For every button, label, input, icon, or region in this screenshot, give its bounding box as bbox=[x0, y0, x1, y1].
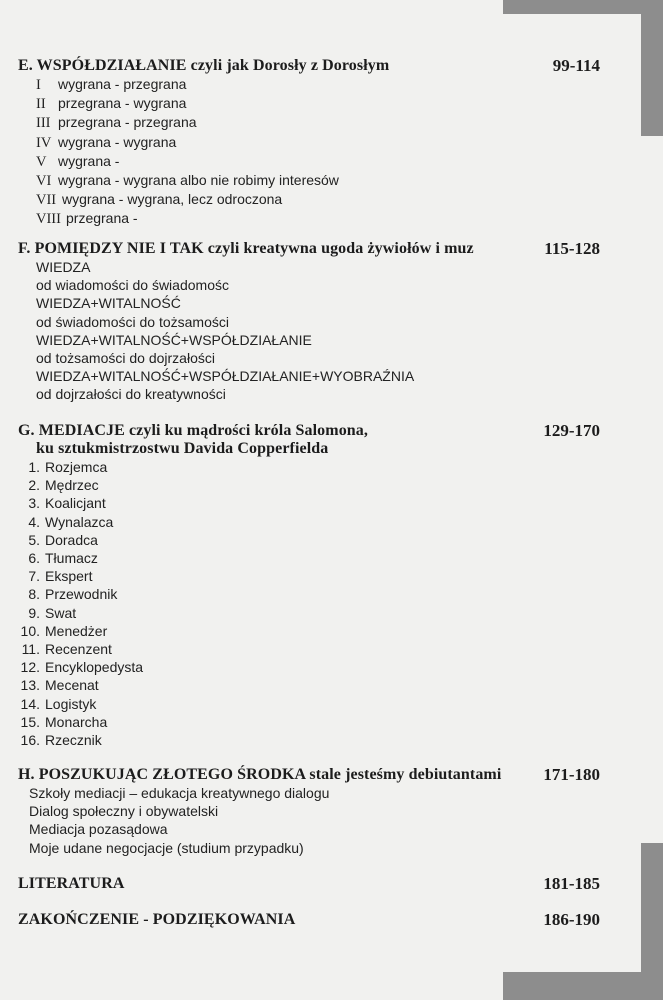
toc-section-f bbox=[18, 240, 600, 404]
section-heading bbox=[18, 240, 600, 258]
toc-section-zakonczenie bbox=[18, 911, 600, 929]
list-item: V wygrana - bbox=[36, 152, 120, 170]
list-item: Mediacja pozasądowa bbox=[29, 821, 168, 838]
list-item: IV wygrana - wygrana bbox=[36, 133, 177, 151]
section-title: LITERATURA bbox=[18, 875, 125, 892]
section-heading bbox=[18, 766, 600, 784]
list-item: 4. Wynalazca bbox=[28, 513, 114, 530]
list-item: 15. Monarcha bbox=[20, 713, 108, 730]
list-item: 3. Koalicjant bbox=[28, 495, 106, 512]
toc-section-h bbox=[18, 766, 600, 857]
page-range: 115-128 bbox=[544, 239, 600, 258]
list-item: 2. Mędrzec bbox=[28, 477, 99, 494]
list-item: 1. Rozjemca bbox=[28, 459, 108, 475]
list-item: 16. Rzecznik bbox=[20, 732, 102, 749]
section-items bbox=[18, 458, 600, 749]
page-range: 171-180 bbox=[543, 765, 600, 784]
toc-section-g bbox=[18, 422, 600, 749]
list-item: 9. Swat bbox=[28, 604, 77, 621]
list-item: WIEDZA bbox=[36, 259, 91, 275]
list-item: 7. Ekspert bbox=[28, 568, 93, 585]
list-item: 6. Tłumacz bbox=[28, 550, 98, 567]
page-edge-bottom bbox=[503, 972, 663, 1000]
list-item: VIII przegrana - bbox=[36, 210, 138, 228]
list-item: III przegrana - przegrana bbox=[36, 114, 197, 132]
section-items bbox=[18, 75, 600, 229]
list-item: 5. Doradca bbox=[28, 531, 98, 548]
page-edge-top bbox=[503, 0, 663, 14]
list-item: 8. Przewodnik bbox=[28, 586, 118, 603]
list-item: I wygrana - przegrana bbox=[36, 76, 187, 93]
toc-section-e bbox=[18, 57, 600, 229]
section-heading bbox=[18, 875, 600, 893]
section-items bbox=[18, 784, 600, 857]
list-item: VI wygrana - wygrana albo nie robimy interesów bbox=[36, 172, 339, 190]
list-item: od wiadomości do świadomośc bbox=[36, 277, 229, 294]
list-item: 11. Recenzent bbox=[21, 641, 112, 658]
section-heading bbox=[18, 57, 600, 75]
section-subtitle: ku sztukmistrzostwu Davida Copperfielda bbox=[36, 440, 329, 457]
list-item: 12. Encyklopedysta bbox=[20, 659, 144, 676]
list-item: od świadomości do tożsamości bbox=[36, 313, 229, 330]
section-title: ZAKOŃCZENIE - PODZIĘKOWANIA bbox=[18, 911, 296, 928]
page-range: 186-190 bbox=[543, 910, 600, 929]
section-title: H. POSZUKUJĄC ZŁOTEGO ŚRODKA stale jesteśmy debiutantami bbox=[18, 766, 502, 783]
page-range: 129-170 bbox=[543, 421, 600, 440]
list-item: VII wygrana - wygrana, lecz odroczona bbox=[36, 191, 283, 209]
list-item: WIEDZA+WITALNOŚĆ+WSPÓŁDZIAŁANIE+WYOBRAŹNIA bbox=[36, 368, 415, 385]
page-edge-tab-top bbox=[641, 0, 663, 136]
page-range: 181-185 bbox=[543, 874, 600, 893]
list-item: od tożsamości do dojrzałości bbox=[36, 350, 215, 367]
section-title: E. WSPÓŁDZIAŁANIE czyli jak Dorosły z Dorosłym bbox=[18, 57, 390, 74]
toc-section-literatura bbox=[18, 875, 600, 893]
list-item: Szkoły mediacji – edukacja kreatywnego dialogu bbox=[29, 785, 330, 801]
section-heading bbox=[18, 422, 600, 440]
section-title: G. MEDIACJE czyli ku mądrości króla Salomona, bbox=[18, 422, 368, 439]
list-item: 13. Mecenat bbox=[20, 677, 99, 694]
list-item: od dojrzałości do kreatywności bbox=[36, 386, 226, 403]
page-range: 99-114 bbox=[552, 56, 600, 75]
list-item: 14. Logistyk bbox=[20, 695, 97, 712]
list-item: WIEDZA+WITALNOŚĆ+WSPÓŁDZIAŁANIE bbox=[36, 331, 312, 348]
section-subheading bbox=[18, 440, 600, 458]
section-title: F. POMIĘDZY NIE I TAK czyli kreatywna ugoda żywiołów i muz bbox=[18, 240, 474, 257]
list-item: Dialog społeczny i obywatelski bbox=[29, 803, 219, 820]
list-item: Moje udane negocjacje (studium przypadku) bbox=[29, 839, 304, 856]
section-items bbox=[18, 258, 600, 404]
list-item: II przegrana - wygrana bbox=[36, 95, 187, 113]
section-heading bbox=[18, 911, 600, 929]
list-item: 10. Menedżer bbox=[20, 622, 108, 639]
list-item: WIEDZA+WITALNOŚĆ bbox=[36, 295, 181, 312]
